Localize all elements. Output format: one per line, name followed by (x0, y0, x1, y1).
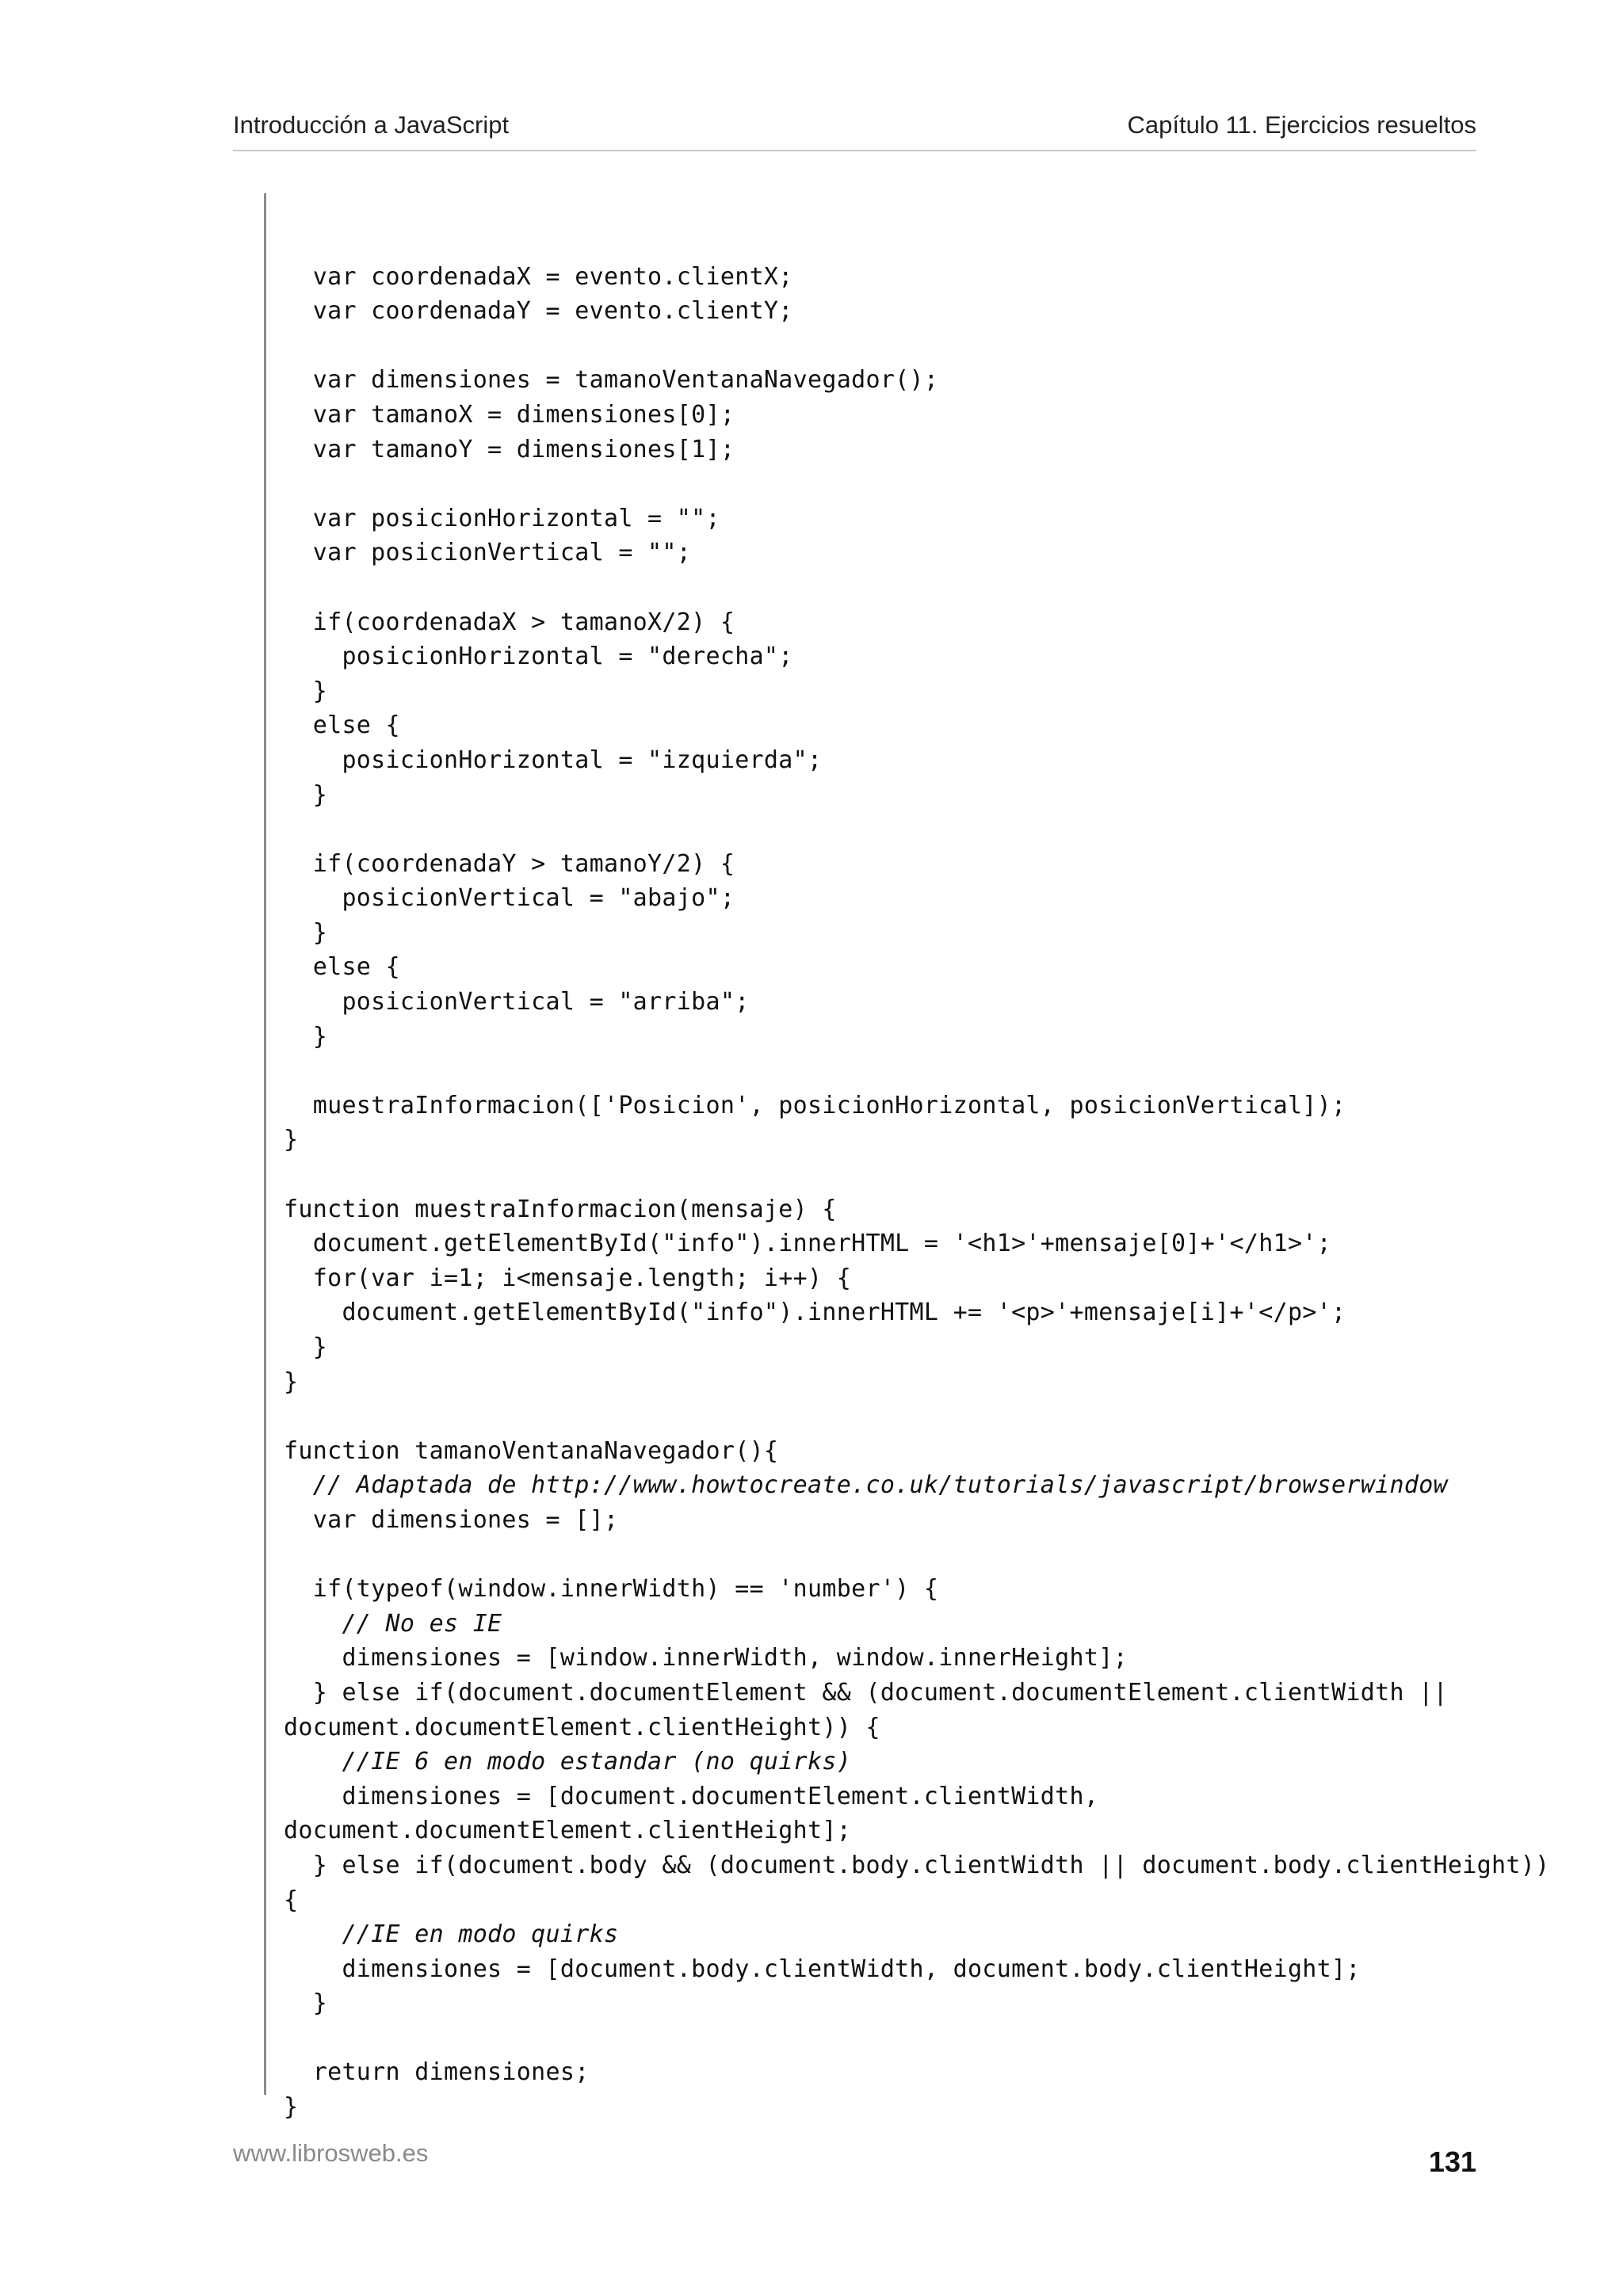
code-line: document.documentElement.clientHeight)) { (284, 1713, 880, 1741)
code-line: document.documentElement.clientHeight]; (284, 1817, 852, 1845)
code-line: { (284, 1886, 299, 1914)
code-line: document.getElementById("info").innerHTML = '<h1>'+mensaje[0]+'</h1>'; (284, 1230, 1332, 1258)
code-line: dimensiones = [document.body.clientWidth, document.body.clientHeight]; (284, 1955, 1361, 1983)
code-line: } else if(document.body && (document.body.clientWidth || document.body.clientHeight)) (284, 1851, 1550, 1879)
code-line: var tamanoX = dimensiones[0]; (284, 400, 735, 429)
footer-website: www.librosweb.es (233, 2139, 429, 2167)
code-line: } (284, 1367, 299, 1396)
code-line: posicionVertical = "abajo"; (284, 884, 735, 913)
code-line: posicionVertical = "arriba"; (284, 988, 750, 1016)
code-comment-line: // No es IE (284, 1609, 502, 1638)
code-line: if(coordenadaY > tamanoY/2) { (284, 849, 735, 878)
code-line: dimensiones = [window.innerWidth, window.innerHeight]; (284, 1644, 1128, 1672)
code-line: } (284, 2093, 299, 2122)
code-comment-line: //IE en modo quirks (284, 1920, 619, 1949)
code-line: else { (284, 953, 400, 982)
code-line (284, 812, 1549, 847)
code-comment-line: // Adaptada de http://www.howtocreate.co.uk/tutorials/javascript/browserwindow (284, 1471, 1448, 1500)
code-line (284, 1158, 1549, 1192)
code-line (284, 225, 1549, 260)
book-title: Introducción a JavaScript (233, 111, 510, 139)
code-line: posicionHorizontal = "derecha"; (284, 643, 793, 671)
code-line: } (284, 918, 328, 947)
code-line: var tamanoY = dimensiones[1]; (284, 435, 735, 463)
code-line (284, 467, 1549, 502)
code-line: } (284, 1022, 328, 1051)
code-line: var posicionVertical = ""; (284, 539, 692, 567)
code-line (284, 329, 1549, 364)
code-line: } else if(document.documentElement && (document.documentElement.clientWidth || (284, 1678, 1448, 1707)
code-line: var coordenadaY = evento.clientY; (284, 297, 793, 326)
code-line: if(typeof(window.innerWidth) == 'number') { (284, 1575, 939, 1604)
code-line: } (284, 677, 328, 705)
code-line: } (284, 1989, 328, 2018)
code-line: var dimensiones = tamanoVentanaNavegador(); (284, 366, 939, 395)
chapter-title: Capítulo 11. Ejercicios resueltos (1127, 111, 1476, 139)
code-line: function muestraInformacion(mensaje) { (284, 1195, 837, 1223)
code-line (284, 1054, 1549, 1089)
code-line: else { (284, 711, 400, 740)
code-line (284, 570, 1549, 605)
code-line: var coordenadaX = evento.clientX; (284, 262, 793, 291)
page-number: 131 (1428, 2145, 1476, 2178)
code-line: var dimensiones = []; (284, 1505, 619, 1534)
header-divider (233, 150, 1476, 151)
code-line: return dimensiones; (284, 2058, 590, 2087)
code-line: posicionHorizontal = "izquierda"; (284, 746, 823, 774)
code-line: function tamanoVentanaNavegador(){ (284, 1436, 779, 1465)
code-line (284, 1399, 1549, 1434)
code-line: muestraInformacion(['Posicion', posicionHorizontal, posicionVertical]); (284, 1091, 1346, 1119)
code-line: } (284, 1333, 328, 1361)
code-lines (284, 225, 1549, 2125)
code-line: document.getElementById("info").innerHTML += '<p>'+mensaje[i]+'</p>'; (284, 1299, 1346, 1327)
code-listing (264, 193, 1550, 2122)
code-line (284, 2021, 1549, 2056)
code-line: } (284, 1126, 299, 1154)
code-line: for(var i=1; i<mensaje.length; i++) { (284, 1264, 852, 1292)
code-comment-line: //IE 6 en modo estandar (no quirks) (284, 1748, 852, 1776)
code-line: dimensiones = [document.documentElement.clientWidth, (284, 1782, 1099, 1810)
code-line: } (284, 780, 328, 809)
code-line (284, 1538, 1549, 1573)
code-line: if(coordenadaX > tamanoX/2) { (284, 608, 735, 636)
page-header (233, 108, 1476, 143)
code-line: var posicionHorizontal = ""; (284, 504, 720, 532)
